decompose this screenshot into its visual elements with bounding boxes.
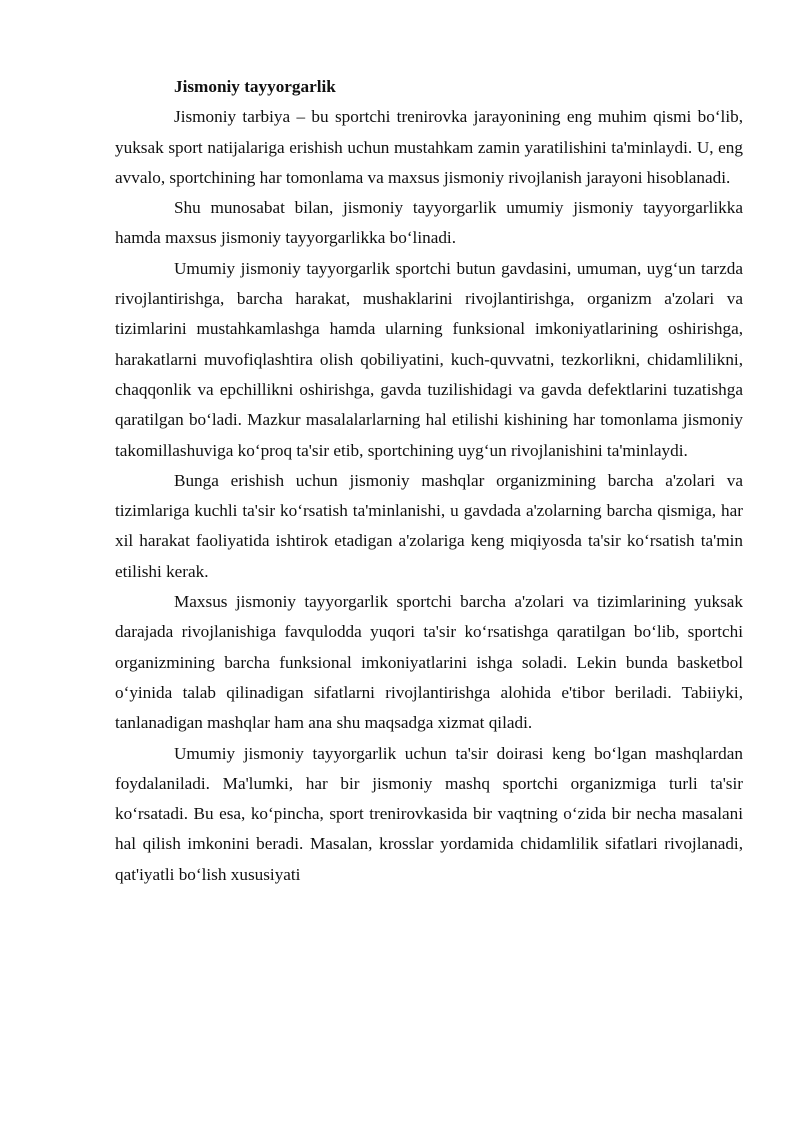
paragraph-1: Jismoniy tarbiya – bu sportchi trenirovka jarayonining eng muhim qismi bo‘lib, yuksak sport natijalariga erishish uchun mustahkam zamin yaratilishini ta'minlaydi. U, eng avvalo, sportchining har tomonlama va maxsus jismoniy rivojlanish jarayoni hisoblanadi. xyxy=(115,107,743,187)
paragraph-4: Bunga erishish uchun jismoniy mashqlar organizmining barcha a'zolari va tizimlariga kuchli ta'sir ko‘rsatish ta'minlanishi, u gavdada a'zolarning barcha qismiga, har xil harakat faoliyatida ishtirok etadigan a'zolariga keng miqiyosda ta'sir ko‘rsatish ta'min etilishi kerak. xyxy=(115,470,743,581)
paragraph-5: Maxsus jismoniy tayyorgarlik sportchi barcha a'zolari va tizimlarining yuksak darajada rivojlanishiga favqulodda yuqori ta'sir ko‘rsatishga qaratilgan bo‘lib, sportchi organizmining barcha funksional imkoniyatlarini ishga soladi. Lekin bunda basketbol o‘yinida talab qilinadigan sifatlarni rivojlantirishga alohida e'tibor beriladi. Tabiiyki, tanlanadigan mashqlar ham ana shu maqsadga xizmat qiladi. xyxy=(115,592,743,733)
paragraph-6: Umumiy jismoniy tayyorgarlik uchun ta'sir doirasi keng bo‘lgan mashqlardan foydalaniladi. Ma'lumki, har bir jismoniy mashq sportchi organizmiga turli ta'sir ko‘rsatadi. Bu esa, ko‘pincha, sport trenirovkasida bir vaqtning o‘zida bir necha masalani hal qilish imkonini beradi. Masalan, krosslar yordamida chidamlilik sifatlari rivojlanadi, qat'iyatli bo‘lish xususiyati xyxy=(115,743,743,884)
paragraph-2: Shu munosabat bilan, jismoniy tayyorgarlik umumiy jismoniy tayyorgarlikka hamda maxsus jismoniy tayyorgarlikka bo‘linadi. xyxy=(115,198,743,248)
document-body xyxy=(115,72,743,890)
paragraph-3: Umumiy jismoniy tayyorgarlik sportchi butun gavdasini, umuman, uyg‘un tarzda rivojlantirishga, barcha harakat, mushaklarini rivojlantirishga, organizm a'zolari va tizimlarini mustahkamlashga hamda ularning funksional imkoniyatlarining oshirishga, harakatlarni muvofiqlashtira olish qobiliyatini, kuch-quvvatni, tezkorlikni, chidamlilikni, chaqqonlik va epchillikni oshirishga, gavda tuzilishidagi va gavda defektlarini tuzatishga qaratilgan bo‘ladi. Mazkur masalalarlarning hal etilishi kishining har tomonlama jismoniy takomillashuviga ko‘proq ta'sir etib, sportchining uyg‘un rivojlanishini ta'minlaydi. xyxy=(115,258,743,460)
section-heading: Jismoniy tayyorgarlik xyxy=(174,77,336,96)
